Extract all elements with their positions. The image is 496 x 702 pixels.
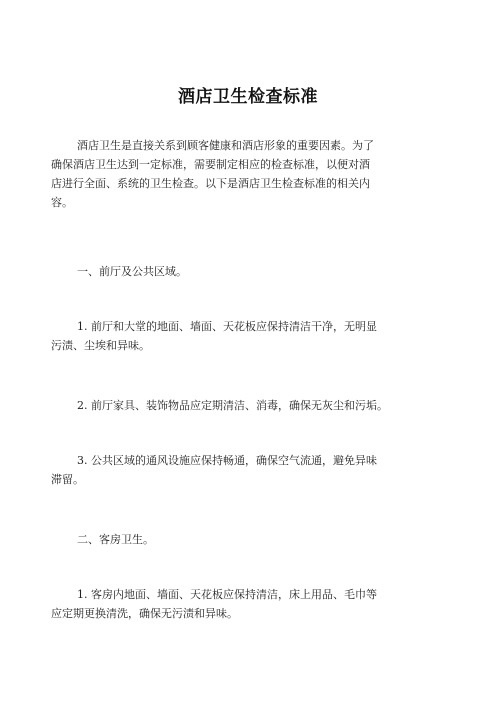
list-item-line: 3. 公共区域的通风设施应保持畅通，确保空气流通，避免异味 — [77, 454, 377, 467]
intro-line: 酒店卫生是直接关系到顾客健康和酒店形象的重要因素。为了 — [77, 139, 374, 152]
list-item-line: 1. 客房内地面、墙面、天花板应保持清洁，床上用品、毛巾等 — [77, 588, 377, 601]
intro-paragraph — [51, 136, 437, 212]
list-item-line: 2. 前厅家具、装饰物品应定期清洁、消毒，确保无灰尘和污垢。 — [77, 399, 388, 412]
intro-line: 店进行全面、系统的卫生检查。以下是酒店卫生检查标准的相关内 — [51, 177, 370, 190]
document-title: 酒店卫生检查标准 — [178, 87, 318, 107]
intro-line: 确保酒店卫生达到一定标准，需要制定相应的检查标准，以便对酒 — [51, 158, 370, 171]
section-heading-lobby: 一、前厅及公共区域。 — [77, 265, 187, 278]
section-heading-guestroom: 二、客房卫生。 — [77, 533, 154, 546]
list-item — [51, 451, 437, 489]
intro-line: 容。 — [51, 196, 73, 209]
list-item — [77, 396, 437, 415]
list-item-line: 污渍、尘埃和异味。 — [51, 339, 150, 352]
list-item-line: 滞留。 — [51, 473, 84, 486]
list-item — [51, 585, 437, 623]
list-item-line: 应定期更换清洗，确保无污渍和异味。 — [51, 607, 238, 620]
list-item-line: 1. 前厅和大堂的地面、墙面、天花板应保持清洁干净，无明显 — [77, 320, 377, 333]
list-item — [51, 317, 437, 355]
